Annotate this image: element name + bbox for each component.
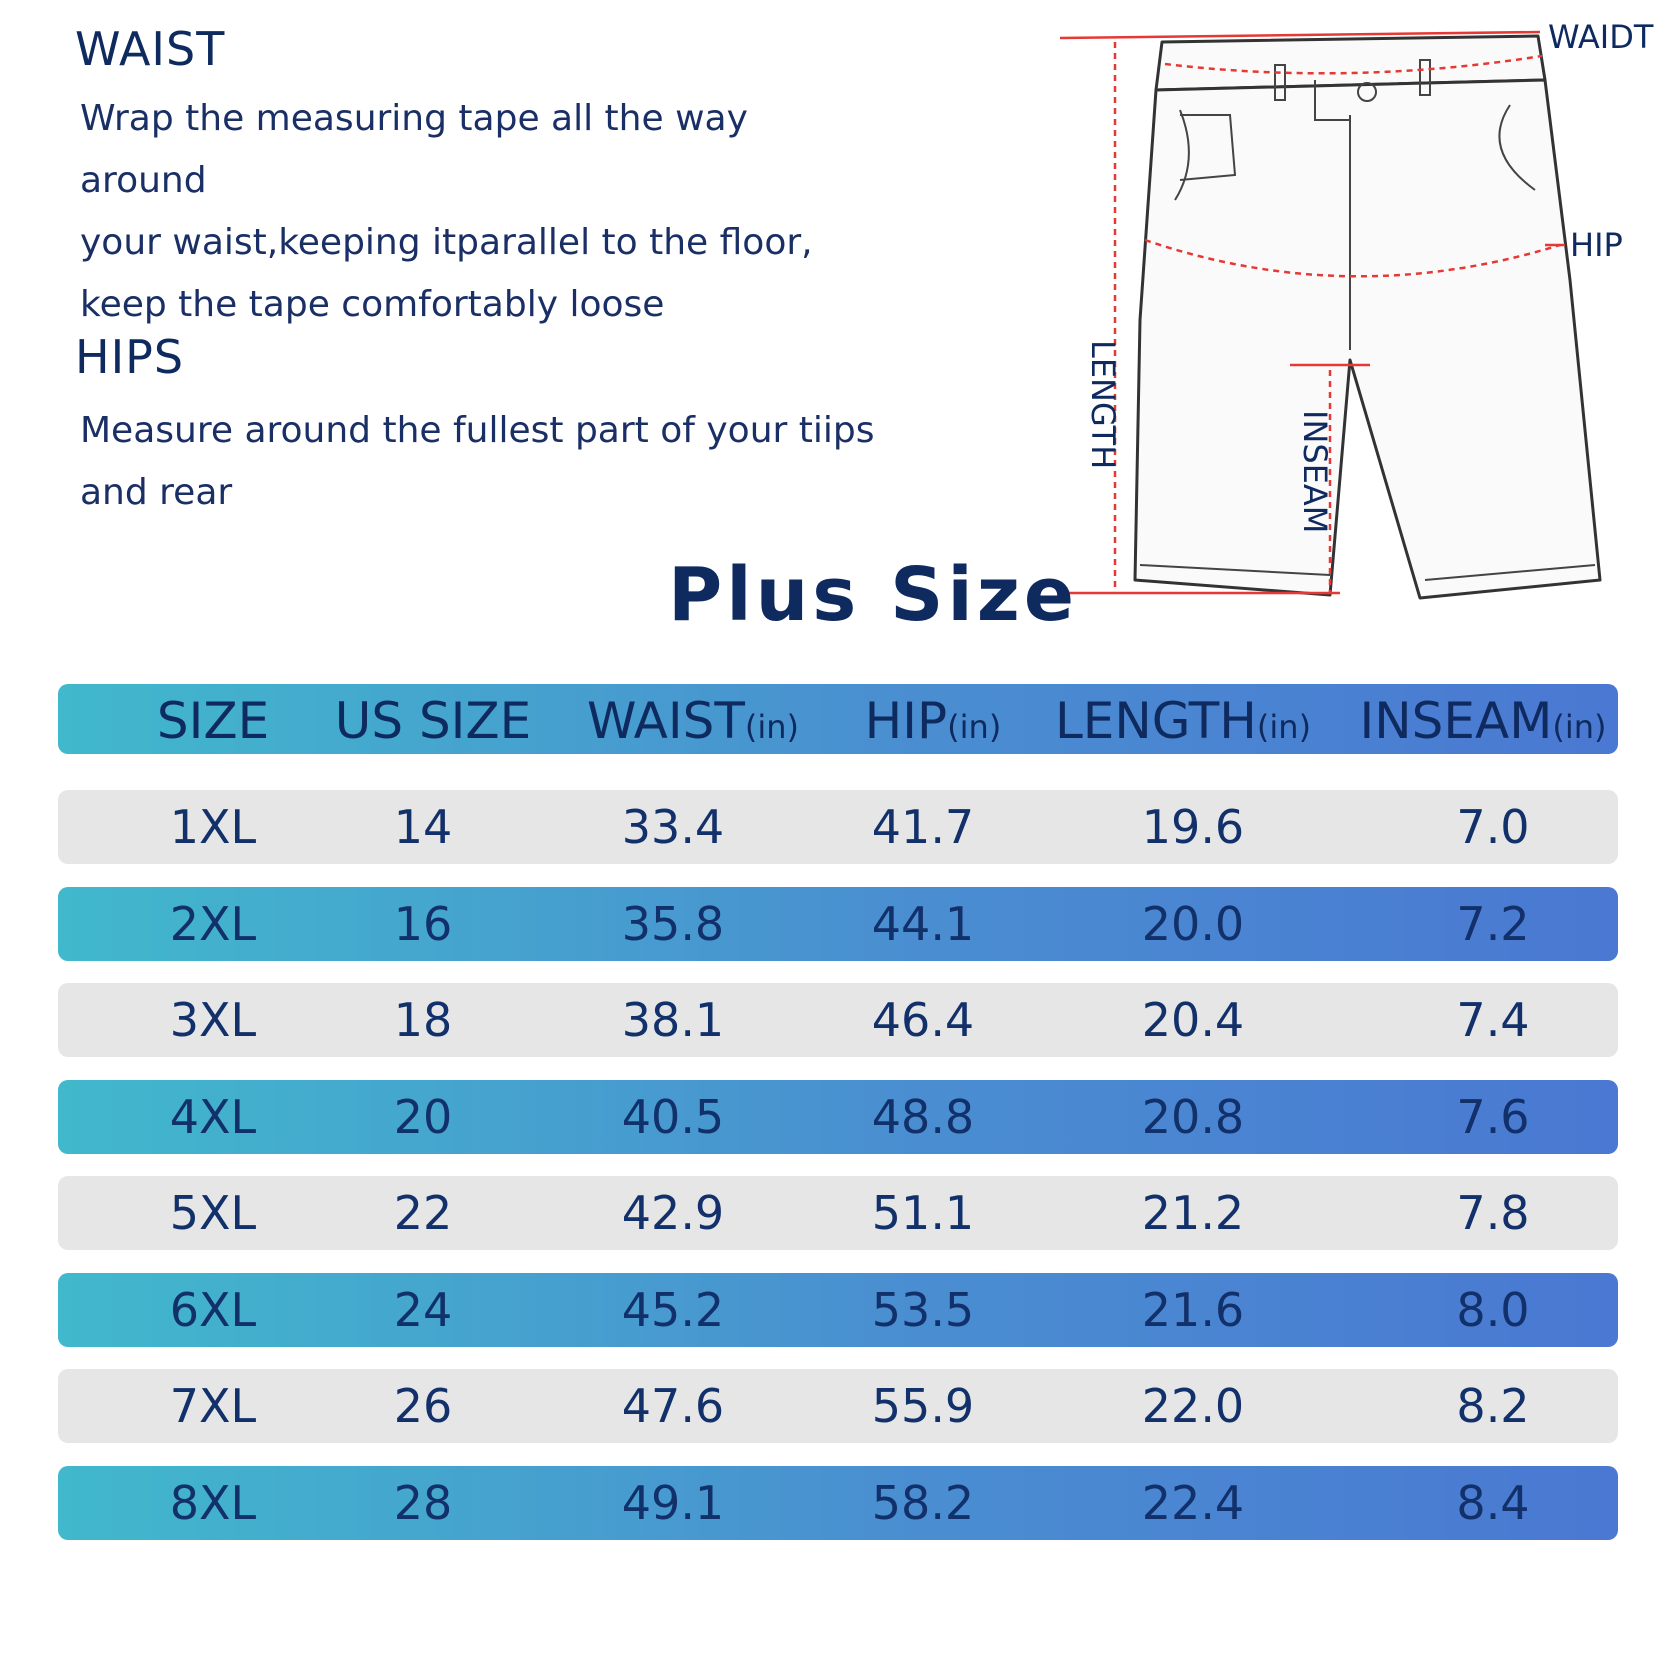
waist-diagram-label: WAIDT — [1548, 20, 1654, 56]
cell-hip: 58.2 — [871, 1476, 975, 1530]
header-hip: HIP(in) — [864, 692, 1002, 750]
cell-length: 20.0 — [1141, 897, 1245, 951]
cell-length: 22.0 — [1141, 1379, 1245, 1433]
cell-us-size: 28 — [393, 1476, 453, 1530]
cell-us-size: 26 — [393, 1379, 453, 1433]
cell-us-size: 20 — [393, 1090, 453, 1144]
cell-inseam: 7.8 — [1456, 1186, 1530, 1240]
cell-size: 8XL — [169, 1476, 257, 1530]
chart-title: Plus Size — [668, 552, 1079, 638]
cell-hip: 44.1 — [871, 897, 975, 951]
inseam-diagram-label: INSEAM — [1296, 410, 1334, 534]
cell-us-size: 24 — [393, 1283, 453, 1337]
cell-hip: 46.4 — [871, 993, 975, 1047]
header-inseam: INSEAM(in) — [1359, 692, 1607, 750]
cell-inseam: 8.4 — [1456, 1476, 1530, 1530]
cell-length: 22.4 — [1141, 1476, 1245, 1530]
cell-size: 2XL — [169, 897, 257, 951]
cell-size: 5XL — [169, 1186, 257, 1240]
table-row — [58, 790, 1618, 864]
cell-length: 19.6 — [1141, 800, 1245, 854]
cell-waist: 49.1 — [621, 1476, 725, 1530]
cell-length: 21.2 — [1141, 1186, 1245, 1240]
table-row — [58, 1273, 1618, 1347]
table-row — [58, 983, 1618, 1057]
table-header — [58, 684, 1618, 754]
waist-instructions — [80, 88, 880, 336]
cell-waist: 40.5 — [621, 1090, 725, 1144]
shorts-body — [1135, 80, 1600, 598]
table-row — [58, 1176, 1618, 1250]
shorts-diagram — [1040, 20, 1680, 620]
cell-us-size: 14 — [393, 800, 453, 854]
hips-heading: HIPS — [75, 330, 185, 384]
cell-inseam: 8.2 — [1456, 1379, 1530, 1433]
cell-hip: 55.9 — [871, 1379, 975, 1433]
waist-line: your waist,keeping itparallel to the floor, — [80, 222, 813, 263]
cell-size: 6XL — [169, 1283, 257, 1337]
cell-length: 20.4 — [1141, 993, 1245, 1047]
cell-waist: 33.4 — [621, 800, 725, 854]
cell-inseam: 8.0 — [1456, 1283, 1530, 1337]
header-waist: WAIST(in) — [586, 692, 800, 750]
cell-hip: 48.8 — [871, 1090, 975, 1144]
header-size: SIZE — [156, 692, 270, 750]
cell-hip: 41.7 — [871, 800, 975, 854]
cell-size: 7XL — [169, 1379, 257, 1433]
hips-instructions — [80, 400, 880, 524]
cell-waist: 42.9 — [621, 1186, 725, 1240]
cell-waist: 45.2 — [621, 1283, 725, 1337]
cell-inseam: 7.6 — [1456, 1090, 1530, 1144]
cell-size: 1XL — [169, 800, 257, 854]
cell-hip: 51.1 — [871, 1186, 975, 1240]
cell-us-size: 22 — [393, 1186, 453, 1240]
table-row — [58, 1369, 1618, 1443]
length-diagram-label: LENGTH — [1084, 340, 1122, 470]
cell-size: 4XL — [169, 1090, 257, 1144]
cell-waist: 38.1 — [621, 993, 725, 1047]
header-us-size: US SIZE — [334, 692, 532, 750]
cell-hip: 53.5 — [871, 1283, 975, 1337]
cell-waist: 35.8 — [621, 897, 725, 951]
cell-inseam: 7.4 — [1456, 993, 1530, 1047]
cell-inseam: 7.2 — [1456, 897, 1530, 951]
cell-length: 21.6 — [1141, 1283, 1245, 1337]
cell-size: 3XL — [169, 993, 257, 1047]
hips-line: and rear — [80, 472, 233, 513]
hips-line: Measure around the fullest part of your tiips — [80, 410, 875, 451]
waist-heading: WAIST — [75, 22, 226, 76]
cell-waist: 47.6 — [621, 1379, 725, 1433]
table-row — [58, 887, 1618, 961]
cell-us-size: 18 — [393, 993, 453, 1047]
waist-line: keep the tape comfortably loose — [80, 284, 665, 325]
hip-diagram-label: HIP — [1570, 226, 1623, 264]
table-row — [58, 1466, 1618, 1540]
waist-line: Wrap the measuring tape all the way around — [80, 98, 748, 201]
table-row — [58, 1080, 1618, 1154]
cell-inseam: 7.0 — [1456, 800, 1530, 854]
header-length: LENGTH(in) — [1054, 692, 1312, 750]
cell-length: 20.8 — [1141, 1090, 1245, 1144]
cell-us-size: 16 — [393, 897, 453, 951]
